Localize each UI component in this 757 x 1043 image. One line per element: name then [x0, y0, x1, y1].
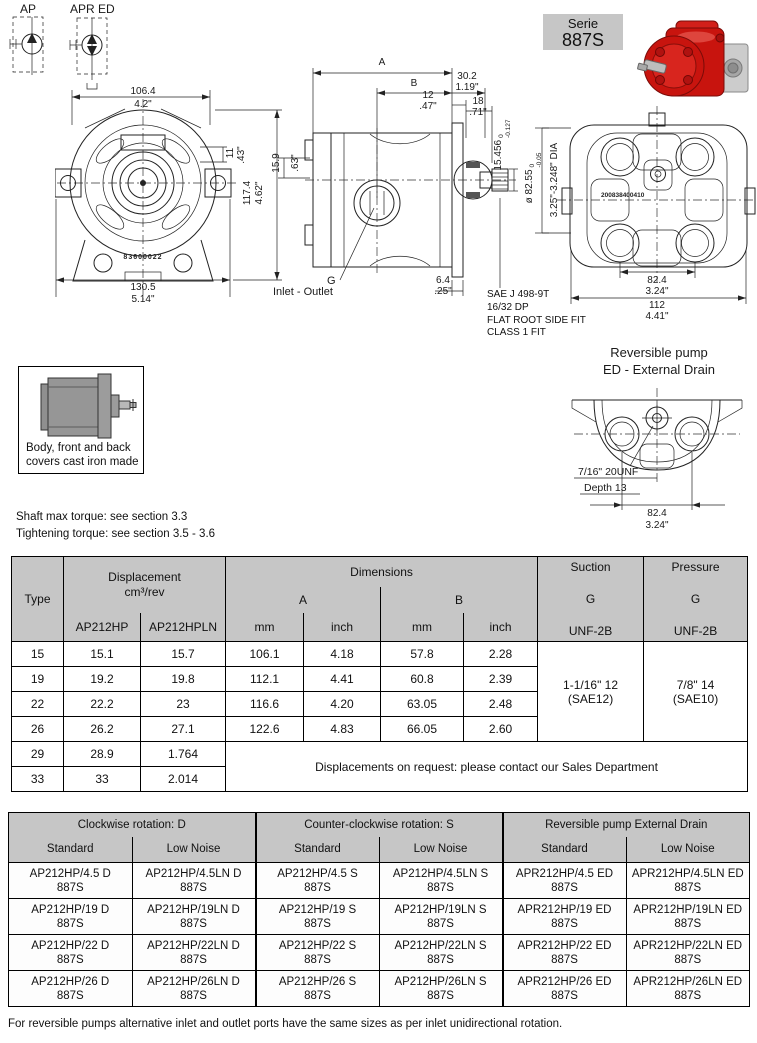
back-serial-number: 200838400410	[601, 192, 645, 199]
cell: 63.05	[381, 692, 464, 717]
col-header-suction: Suction G UNF-2B	[538, 557, 644, 642]
subheader-standard: Standard	[503, 837, 627, 863]
dim-front-top-mm: 106.4	[130, 86, 156, 97]
cell-model: AP212HP/26 S 887S	[256, 971, 380, 1007]
material-caption-1: Body, front and back	[26, 442, 131, 454]
cell-model: AP212HP/19LN D 887S	[132, 899, 256, 935]
cell-model: APR212HP/26LN ED 887S	[626, 971, 750, 1007]
cell-model: AP212HP/4.5 S 887S	[256, 863, 380, 899]
dim-back-width-mm: 112	[649, 300, 665, 311]
cell-type: 26	[12, 717, 64, 742]
cast-iron-pump-icon	[27, 371, 139, 439]
cell: 112.1	[226, 667, 304, 692]
cell: 4.41	[304, 667, 381, 692]
series-label: Serie	[567, 16, 599, 31]
table-row	[12, 642, 748, 667]
dim-reversible-bolt-mm: 82.4	[647, 508, 667, 519]
col-header-displacement: Displacement cm³/rev	[64, 557, 226, 614]
sae-line-4: CLASS 1 FIT	[487, 327, 546, 339]
cell: 1.764	[141, 742, 226, 767]
cell-type: 15	[12, 642, 64, 667]
back-view-drawing	[525, 100, 757, 335]
cell-model: AP212HP/19LN S 887S	[379, 899, 503, 935]
material-info-box	[18, 366, 144, 474]
cell: 60.8	[381, 667, 464, 692]
dim-back-pilot-mm: ø 82.55 0 -0.05	[523, 152, 543, 204]
cell-model: AP212HP/26LN S 887S	[379, 971, 503, 1007]
cell-model: AP212HP/4.5LN D 887S	[132, 863, 256, 899]
dim-front-key-mm: 11	[225, 147, 236, 159]
dim-side-B: B	[410, 78, 418, 89]
dim-back-bolt-in: 3.24"	[645, 286, 669, 297]
cell-model: APR212HP/26 ED 887S	[503, 971, 627, 1007]
subheader-low-noise: Low Noise	[379, 837, 503, 863]
col-header-b-inch: inch	[464, 613, 538, 641]
dim-side-18-mm: 18	[472, 96, 484, 107]
dim-back-pilot-in: 3.25"-3.248" DIA	[549, 142, 560, 218]
cell-model: AP212HP/22 S 887S	[256, 935, 380, 971]
sae-line-2: 16/32 DP	[487, 301, 529, 313]
dim-side-shaft-dia: 15.456 0 -0.127	[492, 119, 512, 171]
front-casting-number: 83600022	[123, 254, 163, 261]
dimensions-table	[11, 556, 747, 792]
cell-model: APR212HP/22 ED 887S	[503, 935, 627, 971]
note-tightening-torque: Tightening torque: see section 3.5 - 3.6	[16, 528, 216, 540]
cell-model: AP212HP/26 D 887S	[9, 971, 133, 1007]
cell: 4.18	[304, 642, 381, 667]
drain-depth-label: Depth 13	[584, 482, 627, 494]
port-g-label: G	[327, 275, 336, 287]
series-badge	[543, 14, 623, 50]
cell-type: 33	[12, 767, 64, 792]
footer-note: For reversible pumps alternative inlet and outlet ports have the same sizes as per inlet unidirectional rotation.	[8, 1018, 563, 1030]
cell-type: 19	[12, 667, 64, 692]
cell: 4.20	[304, 692, 381, 717]
sae-line-3: FLAT ROOT SIDE FIT	[487, 314, 586, 326]
cell: 116.6	[226, 692, 304, 717]
subheader-low-noise: Low Noise	[132, 837, 256, 863]
cell: 19.2	[64, 667, 141, 692]
cell: 15.1	[64, 642, 141, 667]
cell-request-note: Displacements on request: please contact our Sales Department	[226, 742, 748, 792]
dim-front-height-in: 4.62"	[254, 181, 265, 205]
cell-model: AP212HP/22LN D 887S	[132, 935, 256, 971]
cell-model: AP212HP/22 D 887S	[9, 935, 133, 971]
pump-photo	[636, 8, 756, 104]
cell: 2.28	[464, 642, 538, 667]
cell-model: AP212HP/4.5LN S 887S	[379, 863, 503, 899]
series-number: 887S	[561, 30, 605, 50]
hydraulic-symbols-icon	[8, 2, 148, 97]
col-header-b: B	[381, 587, 538, 613]
drain-thread-label: 7/16" 20UNF	[578, 466, 639, 478]
table-row	[9, 971, 750, 1007]
col-header-pressure: Pressure G UNF-2B	[644, 557, 748, 642]
dim-side-6-4-in: .25"	[434, 286, 452, 297]
cell-model: APR212HP/19 ED 887S	[503, 899, 627, 935]
table-row	[9, 863, 750, 899]
sae-line-1: SAE J 498-9T	[487, 289, 550, 300]
dim-side-12-mm: 12	[422, 90, 434, 101]
dim-back-bolt-mm: 82.4	[647, 275, 667, 286]
cell: 19.8	[141, 667, 226, 692]
cell: 57.8	[381, 642, 464, 667]
group-header-clockwise: Clockwise rotation: D	[9, 813, 256, 837]
col-header-a-mm: mm	[226, 613, 304, 641]
cell: 2.014	[141, 767, 226, 792]
cell: 23	[141, 692, 226, 717]
dim-side-30-2-mm: 30.2	[457, 71, 477, 82]
cell: 4.83	[304, 717, 381, 742]
cell: 22.2	[64, 692, 141, 717]
table-row	[9, 899, 750, 935]
col-header-type: Type	[12, 557, 64, 642]
cell-model: APR212HP/4.5 ED 887S	[503, 863, 627, 899]
cell: 26.2	[64, 717, 141, 742]
dim-front-bottom-in: 5.14"	[131, 294, 155, 305]
cell-type: 29	[12, 742, 64, 767]
dim-side-12-in: .47"	[419, 101, 437, 112]
cell-model: AP212HP/22LN S 887S	[379, 935, 503, 971]
model-codes-table	[8, 812, 750, 1007]
dim-front-bottom-mm: 130.5	[130, 282, 156, 293]
cell: 27.1	[141, 717, 226, 742]
inlet-outlet-label: Inlet - Outlet	[273, 286, 333, 298]
reversible-title-2: ED - External Drain	[603, 362, 715, 377]
cell: 2.60	[464, 717, 538, 742]
dim-side-18-in: .71"	[469, 107, 487, 118]
symbol-ap-label: AP	[20, 2, 37, 16]
symbol-apred-label: APR ED	[70, 2, 115, 16]
cell-suction-size: 1-1/16" 12 (SAE12)	[538, 642, 644, 742]
dim-front-key-in: .43"	[236, 146, 247, 164]
cell-model: APR212HP/4.5LN ED 887S	[626, 863, 750, 899]
col-header-ap212hpln: AP212HPLN	[141, 613, 226, 641]
cell-model: AP212HP/26LN D 887S	[132, 971, 256, 1007]
note-shaft-torque: Shaft max torque: see section 3.3	[16, 511, 188, 523]
subheader-standard: Standard	[256, 837, 380, 863]
col-header-dimensions: Dimensions	[226, 557, 538, 587]
dim-side-15-9-mm: 15.9	[271, 153, 282, 173]
col-header-a-inch: inch	[304, 613, 381, 641]
cell-model: AP212HP/19 D 887S	[9, 899, 133, 935]
cell-model: APR212HP/22LN ED 887S	[626, 935, 750, 971]
subheader-standard: Standard	[9, 837, 133, 863]
cell: 33	[64, 767, 141, 792]
dim-back-width-in: 4.41"	[645, 311, 669, 322]
col-header-b-mm: mm	[381, 613, 464, 641]
col-header-ap212hp: AP212HP	[64, 613, 141, 641]
dim-side-A: A	[378, 57, 386, 68]
table-row	[12, 742, 748, 767]
cell: 66.05	[381, 717, 464, 742]
dim-front-top-in: 4.2"	[134, 99, 152, 110]
cell: 2.39	[464, 667, 538, 692]
subheader-low-noise: Low Noise	[626, 837, 750, 863]
dim-side-15-9-in: .63"	[290, 154, 301, 172]
cell-model: AP212HP/4.5 D 887S	[9, 863, 133, 899]
cell-model: AP212HP/19 S 887S	[256, 899, 380, 935]
group-header-reversible: Reversible pump External Drain	[503, 813, 750, 837]
dim-reversible-bolt-in: 3.24"	[645, 520, 669, 531]
material-caption-2: covers cast iron made	[26, 456, 139, 468]
reversible-title-1: Reversible pump	[610, 345, 708, 360]
dim-front-height-mm: 117.4	[242, 180, 253, 206]
dim-side-6-4-mm: 6.4	[436, 275, 450, 286]
group-header-counterclockwise: Counter-clockwise rotation: S	[256, 813, 503, 837]
col-header-a: A	[226, 587, 381, 613]
cell: 15.7	[141, 642, 226, 667]
cell-type: 22	[12, 692, 64, 717]
table-row	[9, 935, 750, 971]
cell: 2.48	[464, 692, 538, 717]
cell: 106.1	[226, 642, 304, 667]
cell-pressure-size: 7/8" 14 (SAE10)	[644, 642, 748, 742]
dim-side-30-2-in: 1.19"	[455, 82, 479, 93]
cell: 28.9	[64, 742, 141, 767]
cell: 122.6	[226, 717, 304, 742]
cell-model: APR212HP/19LN ED 887S	[626, 899, 750, 935]
